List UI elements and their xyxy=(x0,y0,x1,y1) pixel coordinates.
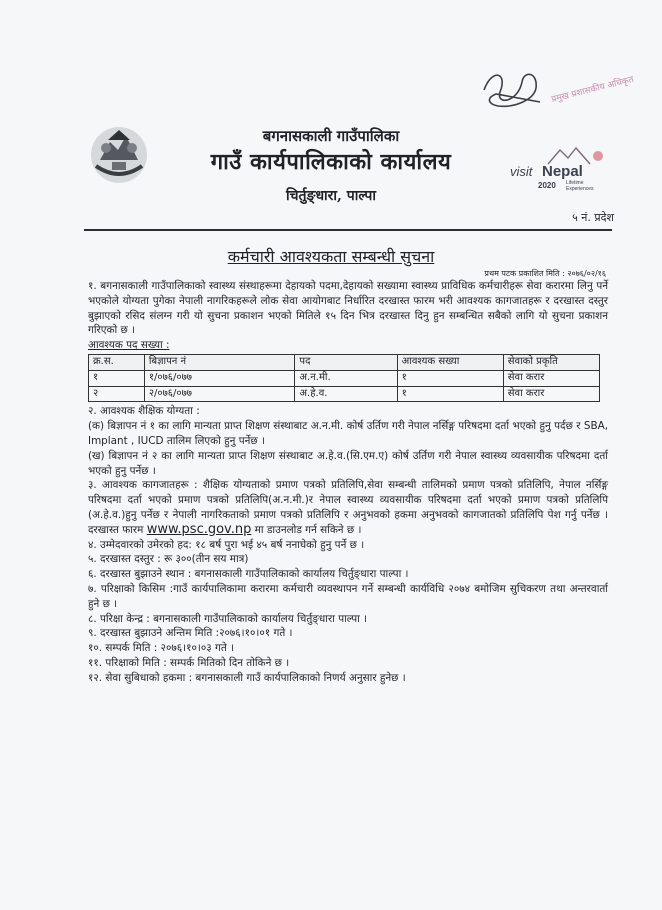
table-cell: २/०७६/०७७ xyxy=(144,386,295,402)
table-cell: सेवा करार xyxy=(503,386,599,402)
table-header: सेवाको प्रकृति xyxy=(503,354,599,370)
table-cell: १ xyxy=(397,386,503,402)
posts-table xyxy=(88,354,600,402)
qualification-a: (क) बिज्ञापन नं १ का लागि मान्यता प्राप्त शिक्षण संस्थाबाट अ.न.मी. कोर्ष उर्तिण गरी नेपाल नर्सिङ्ग परिषदमा दर्ता भएको हुनु पर्दछ र SBA, Implant , IUCD तालिम लिएको हुनु पर्नेछ । xyxy=(88,420,608,447)
table-cell: अ.न.मी. xyxy=(295,370,397,386)
table-cell: १ xyxy=(89,370,145,386)
svg-text:Lifetime: Lifetime xyxy=(566,180,584,186)
documents-paragraph xyxy=(88,478,608,537)
item-exam-type: ७. परिक्षाको किसिम :गाउँ कार्यपालिकामा करारमा कर्मचारी व्यवस्थापन गर्ने सम्बन्धी कार्यविधि २०७४ बमोजिम सुचिकरण तथा अन्तरवार्ता हुने छ । xyxy=(88,582,608,610)
posts-label: आवश्यक पद सख्या : xyxy=(88,339,170,352)
notice-body xyxy=(88,279,608,686)
header-divider xyxy=(84,229,612,231)
item-fee: ५. दरखास्त दस्तुर : रू ३००(तीन सय मात्र) xyxy=(88,553,249,566)
publication-date: प्रथम पटक प्रकाशित मिति : २०७६/०२/१६ xyxy=(484,269,606,278)
item-submission-place: ६. दरखास्त बुझाउने स्थान : बगनासकाली गाउँपालिकाको कार्यालय चिर्तुङ्धारा पाल्पा । xyxy=(88,568,409,581)
table-cell: १/०७६/०७७ xyxy=(144,370,295,386)
table-header: पद xyxy=(295,354,397,370)
svg-text:2020: 2020 xyxy=(538,181,556,190)
table-cell: अ.हे.व. xyxy=(295,386,397,402)
table-cell: २ xyxy=(89,386,145,402)
qualification-b: (ख) बिज्ञापन नं २ का लागि मान्यता प्राप्त शिक्षण संस्थाबाट अ.हे.व.(सि.एम.ए) कोर्ष उर्तिण गरी नेपाल स्वास्थ्य व्यवसायीक परिषदमा दर्ता भएको हुनु पर्नेछ । xyxy=(88,449,608,477)
svg-text:Experiences: Experiences xyxy=(566,186,594,192)
svg-text:visit: visit xyxy=(510,164,533,179)
office-address: चिर्तुङ्धारा, पाल्पा xyxy=(286,188,376,204)
notice-title: कर्मचारी आवश्यकता सम्बन्धी सुचना xyxy=(227,247,435,266)
stamp-line: प्रमुख प्रशासकीय अधिकृत xyxy=(550,74,635,106)
svg-text:Nepal: Nepal xyxy=(542,163,583,180)
paragraph-1: १. बगनासकाली गाउँपालिकाको स्वास्थ्य संस्थाहरूमा देहायको पदमा,देहायको सख्यामा स्वास्थ्य प्राविधिक कर्मचारीहरू सेवा करारमा लिनु पर्ने भएकोले योग्यता पुगेका नेपाली नागरिकहरूले लोक सेवा आयोगबाट निर्धारित दरखास्त फारम भरी आवश्यक कागजातहरू र दरखास्त दस्तुर बुझाएको रसिद संलग्न गरी यो सुचना प्रकाशन भएको मितिले १५ दिन भित्र दरखास्त दिनु हुन सम्बन्धित सबैको लागि यो सुचना प्रकाशन गरिएको छ । xyxy=(88,280,608,337)
item-exam-center: ८. परिक्षा केन्द्र : बगनासकाली गाउँपालिकाको कार्यालय चिर्तुङ्धारा पाल्पा । xyxy=(88,612,368,625)
table-row xyxy=(89,386,600,402)
office-title: गाउँ कार्यपालिकाको कार्यालय xyxy=(210,149,452,175)
table-row xyxy=(89,370,600,386)
item-benefits: १२. सेवा सुबिधाको हकमा : बगनासकाली गाउँ कार्यपालिकाको निणर्य अनुसार हुनेछ । xyxy=(88,671,406,684)
province-label: ५ नं. प्रदेश xyxy=(572,211,614,224)
signature-image xyxy=(478,62,548,114)
table-header: बिज्ञापन नं xyxy=(144,354,295,370)
org-name: बगनासकाली गाउँपालिका xyxy=(262,127,400,145)
table-header-row xyxy=(89,354,600,370)
documents-tail: मा डाउनलोड गर्न सकिने छ । xyxy=(251,523,362,536)
table-cell: सेवा करार xyxy=(503,370,599,386)
item-age: ४. उम्मेदवारको उमेरको हद: १८ बर्ष पुरा भई ४५ बर्ष ननाघेको हुनु पर्ने छ । xyxy=(88,538,365,551)
table-cell: १ xyxy=(397,370,503,386)
item-contact-date: १०. सम्पर्क मिति : २०७६।१०।०३ गते । xyxy=(88,642,234,655)
documents-text: ३. आवश्यक कागजातहरू : शैक्षिक योग्यताको प्रमाण पत्रको प्रतिलिपि,सेवा सम्बन्धी तालिमको प्रमाण पत्रको प्रतिलिपि, नेपाल नर्सिङ्ग परिषदमा दर्ता भएको प्रमाण पत्रको प्रतिलिपि(अ.न.मी.)र नेपाल स्वास्थ्य व्यवसायीक परिषदमा दर्ता भएको प्रमाण पत्रको प्रतिलिपि (अ.हे.व.)हुनु पर्नेछ र नेपाली नागरिकताको प्रमाण पत्रको प्रतिलिपि र अनुभवको हकमा अनुभवको कागजातको प्रतिलिपि पेश गर्नु पर्नेछ । दरखास्त फारम xyxy=(88,479,608,536)
item-deadline: ९. दरखास्त बुझाउने अन्तिम मिति :२०७६।१०।०१ गते । xyxy=(88,627,293,640)
qualification-heading: २. आवश्यक शैक्षिक योग्यता : xyxy=(88,405,200,418)
table-header: क्र.स. xyxy=(89,354,145,370)
website-link[interactable]: www.psc.gov.np xyxy=(146,521,252,537)
item-exam-date: ११. परिक्षाको मिति : सम्पर्क मितिको दिन तोकिने छ । xyxy=(88,656,290,669)
table-header: आवश्यक सख्या xyxy=(397,354,503,370)
